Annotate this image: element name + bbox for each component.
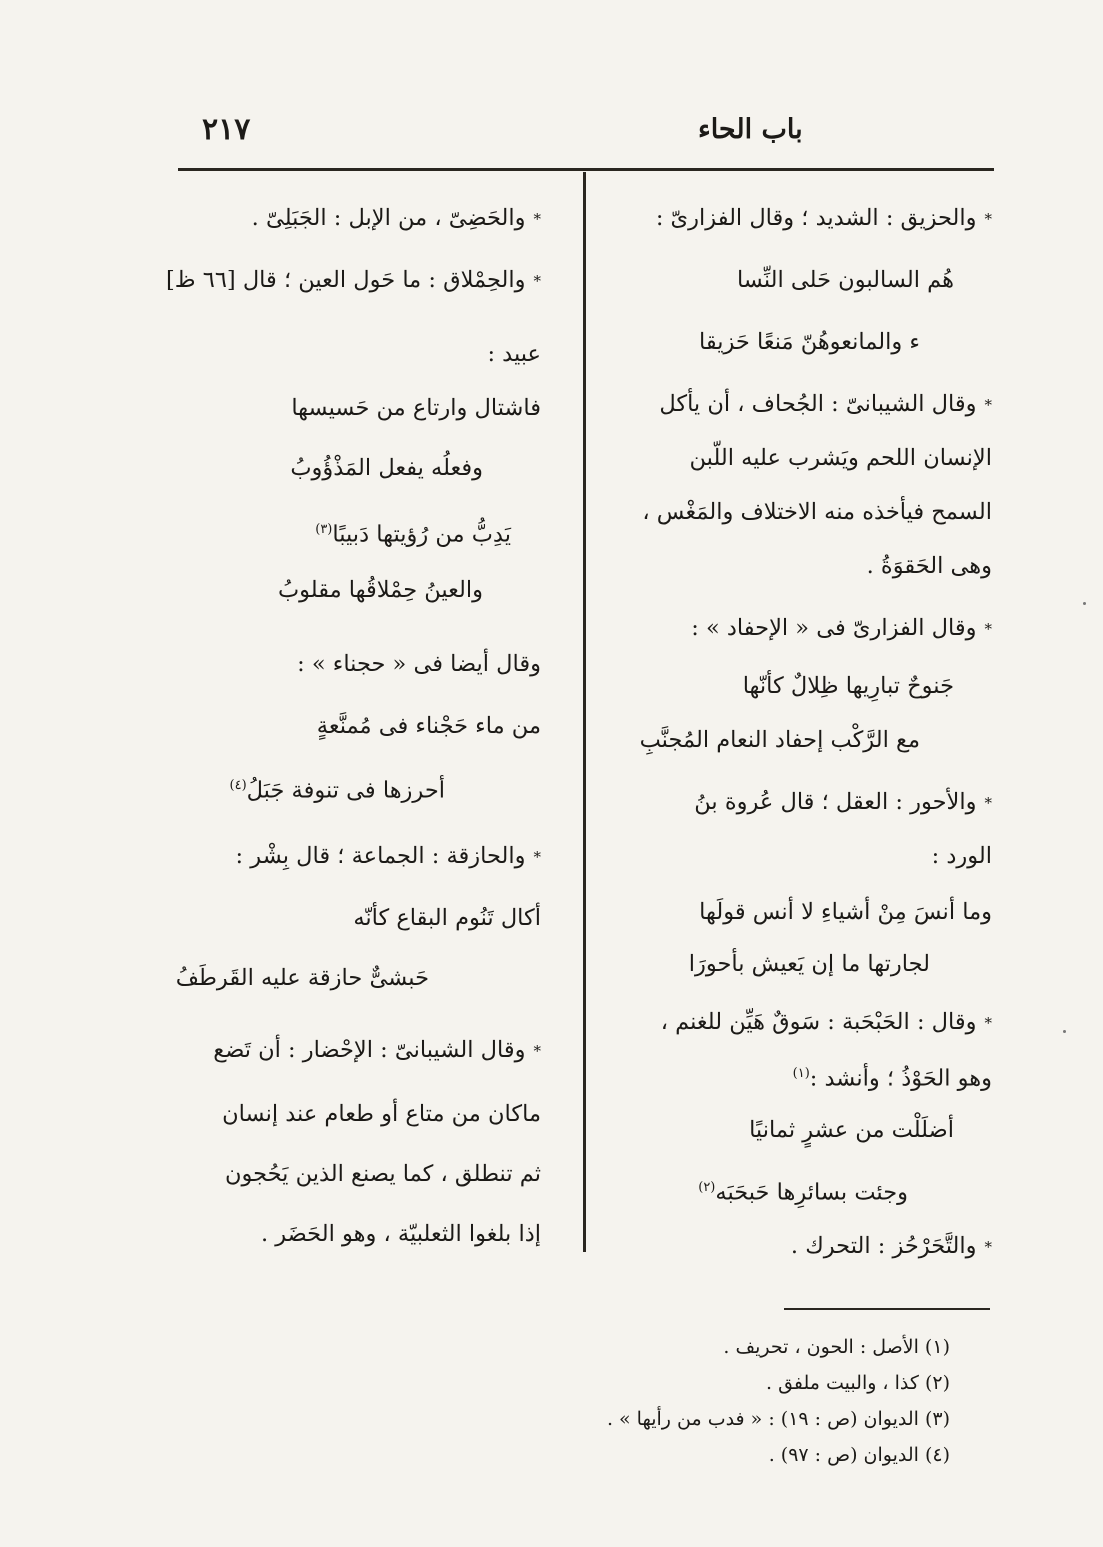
entry-star-icon: * (533, 272, 541, 290)
entry-star-icon: * (984, 210, 992, 228)
right-column-line (749, 1110, 954, 1150)
line-text: وقال الشيبانىّ : الجُحاف ، أن يأكل (659, 391, 977, 417)
right-column-line (867, 546, 992, 586)
line-text: والأحور : العقل ؛ قال عُروة بنُ (694, 789, 977, 815)
left-column-line (278, 570, 483, 610)
right-column-line (640, 720, 920, 760)
line-text: هُم السالبون حَلى النِّسا (736, 267, 954, 293)
line-text: إذا بلغوا الثعلبيّة ، وهو الحَضَر . (260, 1221, 541, 1247)
right-column-line (689, 944, 930, 984)
line-text: يَدِبُّ من رُؤيتها دَبيبًا (332, 521, 511, 548)
right-column-line (932, 836, 992, 876)
left-column-line (252, 198, 541, 239)
footnote-reference: (٢) (698, 1180, 716, 1195)
left-column-line (290, 448, 483, 488)
left-column-line (353, 898, 541, 938)
line-text: والحَضِىّ ، من الإبل : الجَبَلِىّ . (251, 205, 526, 231)
line-text: الإنسان اللحم ويَشرب عليه اللّبن (689, 445, 992, 471)
footnote-reference: (٣) (315, 522, 333, 537)
entry-star-icon: * (984, 620, 992, 638)
line-text: ثم تنطلق ، كما يصنع الذين يَحُجون (224, 1161, 541, 1187)
right-column-line (694, 782, 992, 823)
line-text: والحزيق : الشديد ؛ وقال الفزارىّ : (655, 205, 977, 231)
left-column-line (166, 260, 541, 301)
line-text: فاشتال وارتاع من حَسيسها (291, 395, 541, 421)
footnote-item: (٢) كذا ، والبيت ملفق . (765, 1372, 950, 1394)
entry-star-icon: * (533, 848, 541, 866)
right-column-line (699, 322, 920, 362)
column-divider (583, 172, 586, 1252)
footnote-item: (١) الأصل : الحون ، تحريف . (723, 1336, 950, 1358)
line-text: وفعلُه يفعل المَذْؤُوبُ (290, 455, 483, 481)
entry-star-icon: * (533, 1042, 541, 1060)
left-column-line (315, 510, 511, 555)
left-column-line (291, 388, 541, 428)
entry-star-icon: * (984, 1238, 992, 1256)
entry-star-icon: * (984, 794, 992, 812)
line-text: وقال أيضا فى « حجناء » : (297, 651, 541, 677)
line-text: ماكان من متاع أو طعام عند إنسان (222, 1101, 541, 1127)
line-text: والعينُ حِمْلاقُها مقلوبُ (277, 577, 483, 603)
right-column-line (656, 198, 992, 239)
page-header (178, 108, 990, 158)
footnote-item: (٤) الديوان (ص : ٩٧) . (768, 1444, 950, 1466)
line-text: وقال الشيبانىّ : الإحْضار : أن تَضع (213, 1037, 526, 1063)
line-text: أكال تَنُوم البقاع كأنّه (353, 905, 541, 931)
line-text: من ماء حَجْناء فى مُمنَّعةٍ (316, 713, 541, 739)
footnote-reference: (١) (792, 1066, 810, 1081)
right-column-line (691, 608, 992, 649)
scan-speck (1063, 1030, 1066, 1033)
line-text: الورد : (931, 843, 992, 869)
line-text: مع الرَّكْب إحفاد النعام المُجنَّبِ (639, 727, 920, 753)
header-rule (178, 168, 994, 171)
left-column-line (261, 1214, 541, 1254)
scan-speck (1083, 602, 1086, 605)
line-text: عبيد : (487, 341, 541, 367)
line-text: وهو الحَوْذُ ؛ وأنشد : (809, 1065, 992, 1092)
right-column-line (690, 438, 992, 478)
line-text: ء والمانعوهُنّ مَنعًا حَزيقا (699, 329, 920, 355)
footnote-rule (784, 1308, 990, 1310)
running-head: باب الحاء (698, 114, 803, 145)
left-column-line (213, 1030, 541, 1071)
line-text: وقال : الحَبْحَبة : سَوقٌ هَيِّن للغنم ، (660, 1009, 977, 1035)
footnote-item: (٣) الديوان (ص : ١٩) : « فدب من رأيها » . (606, 1408, 950, 1430)
entry-star-icon: * (984, 1014, 992, 1032)
line-text: والحازقة : الجماعة ؛ قال بِشْر : (235, 843, 526, 869)
right-column-line (791, 1226, 992, 1267)
line-text: وجئت بسائرِها حَبحَبَه (715, 1179, 908, 1206)
left-column-line (176, 958, 429, 998)
left-column-line (297, 644, 541, 684)
footnote-reference: (٤) (229, 778, 247, 793)
line-text: وقال الفزارىّ فى « الإحفاد » : (691, 615, 977, 641)
line-text: السمح فيأخذه منه الاختلاف والمَغْس ، (642, 499, 992, 525)
right-column-line (642, 492, 992, 532)
right-column-line (659, 384, 992, 425)
line-text: لجارتها ما إن يَعيش بأحورَا (688, 951, 930, 977)
line-text: أضلَلْت من عشرٍ ثمانيًا (749, 1117, 954, 1143)
line-text: والحِمْلاق : ما حَول العين ؛ قال [٦٦ ظ] (165, 267, 526, 293)
right-column-line (743, 666, 954, 706)
entry-star-icon: * (984, 396, 992, 414)
entry-star-icon: * (533, 210, 541, 228)
right-column-line (737, 260, 954, 300)
page-number: ٢١٧ (202, 112, 251, 147)
right-column-line (793, 1054, 992, 1099)
right-column-line (661, 1002, 992, 1043)
line-text: وما أنسَ مِنْ أشياءِ لا أنس قولَها (699, 899, 992, 925)
right-column-line (698, 1168, 908, 1213)
line-text: والتَّحَرْحُز : التحرك . (790, 1233, 977, 1259)
left-column-line (225, 1154, 541, 1194)
left-column-line (317, 706, 541, 746)
left-column-line (230, 766, 446, 811)
right-column-line (699, 892, 992, 932)
line-text: أحرزها فى تنوفة جَبَلُ (246, 777, 445, 804)
line-text: جَنوحٌ تبارِيها ظِلالٌ كأنّها (742, 673, 954, 699)
left-column-line (487, 334, 541, 374)
left-column-line (222, 1094, 541, 1134)
line-text: حَبشىٌّ حازقة عليه القَرطَفُ (175, 965, 429, 991)
line-text: وهى الحَقوَةُ . (866, 553, 992, 579)
left-column-line (236, 836, 541, 877)
